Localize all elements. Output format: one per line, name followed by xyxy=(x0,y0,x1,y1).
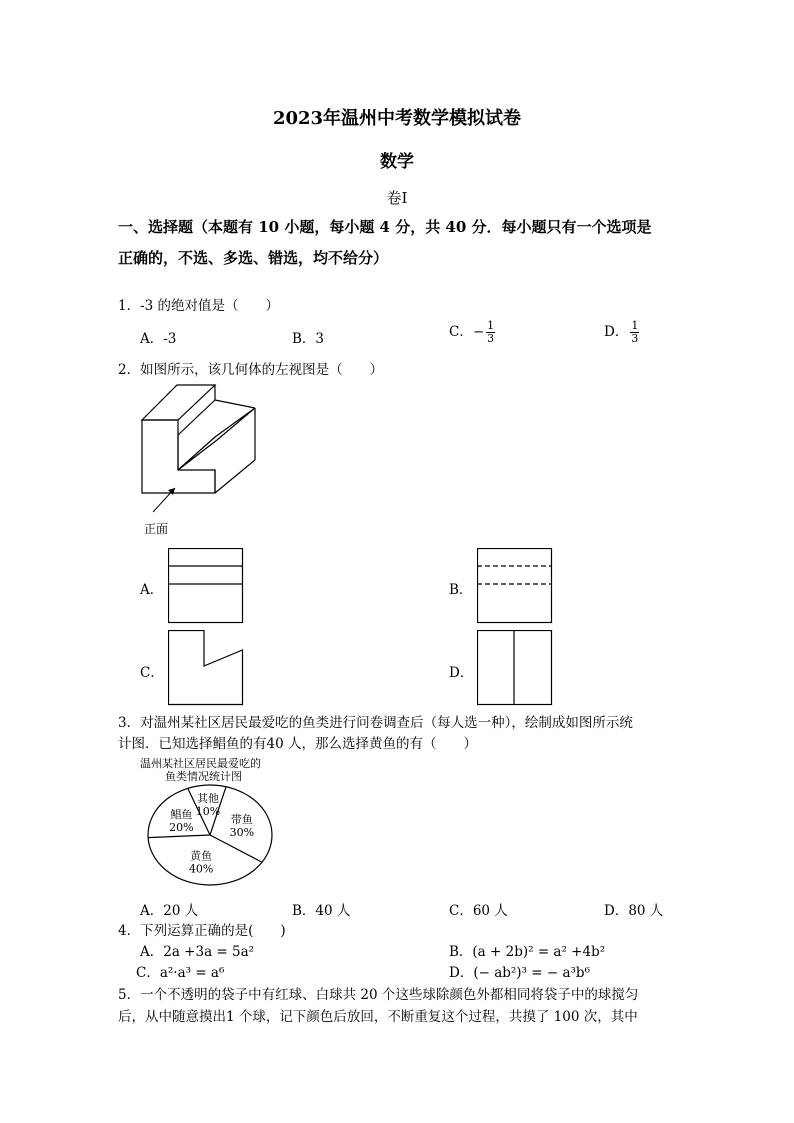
chart-title-line1: 温州某社区居民最爱吃的 xyxy=(140,757,261,770)
question-1-option-d xyxy=(604,320,639,345)
pie-label-name: 其他 xyxy=(196,792,219,806)
fraction-d-denominator: 3 xyxy=(631,332,639,345)
question-1-option-c xyxy=(449,320,495,345)
question-2-option-c: C． xyxy=(140,665,164,681)
pie-chart xyxy=(140,780,280,890)
question-4-stem: 4．下列运算正确的是( ) xyxy=(118,923,286,939)
pie-label-value: 30% xyxy=(229,826,255,840)
option-d-figure xyxy=(477,630,553,706)
fraction-c-numerator: 1 xyxy=(487,319,495,332)
pie-slice-鲳鱼 xyxy=(148,835,210,838)
question-3-option-c: C．60 人 xyxy=(449,903,508,919)
question-2-option-d: D． xyxy=(449,665,474,681)
top-face xyxy=(142,385,215,420)
question-1-stem: 1．-3 的绝对值是（ ） xyxy=(118,298,280,314)
pie-label-value: 40% xyxy=(188,862,214,876)
fraction-d xyxy=(630,320,639,345)
question-2-option-b: B． xyxy=(449,582,473,598)
question-5-line2: 后，从中随意摸出1 个球，记下颜色后放回，不断重复这个过程，共摸了 100 次，其中 xyxy=(118,1009,638,1025)
question-5-line1: 5．一个不透明的袋子中有红球、白球共 20 个这些球除颜色外都相同将袋子中的球搅匀 xyxy=(118,987,639,1003)
question-2-stem: 2．如图所示，该几何体的左视图是（ ） xyxy=(118,362,384,378)
question-4-option-d: D．(− ab²)³ = − a³b⁶ xyxy=(449,965,590,981)
pie-labels xyxy=(169,791,254,876)
question-1-option-a: A．-3 xyxy=(140,331,177,347)
question-3-option-a: A．20 人 xyxy=(140,903,199,919)
front-label: 正面 xyxy=(144,522,169,536)
volume-label: 卷Ⅰ xyxy=(386,189,408,207)
option-a-figure xyxy=(168,548,244,624)
question-1-option-b: B．3 xyxy=(292,331,325,347)
pie-label-name: 鲳鱼 xyxy=(170,808,193,822)
option-b-figure xyxy=(477,548,553,624)
pie-label-name: 黄鱼 xyxy=(190,849,213,863)
question-3-option-d: D．80 人 xyxy=(604,903,664,919)
chart-title-line2: 鱼类情况统计图 xyxy=(165,770,242,783)
question-3-option-b: B．40 人 xyxy=(292,903,351,919)
pie-label-value: 20% xyxy=(169,821,194,835)
fraction-d-numerator: 1 xyxy=(631,319,639,332)
option-c-prefix: C．− xyxy=(449,324,485,340)
pie-label-value: 10% xyxy=(195,805,221,819)
question-3-stem-line2: 计图．已知选择鲳鱼的有40 人，那么选择黄鱼的有（ ） xyxy=(118,736,477,752)
question-4-option-a: A．2a +3a = 5a² xyxy=(140,944,255,960)
notch-face xyxy=(178,408,255,470)
fraction-c-denominator: 3 xyxy=(487,332,495,345)
fraction-c xyxy=(486,320,495,345)
subject-title: 数学 xyxy=(380,152,414,172)
option-c-figure xyxy=(168,630,244,706)
exam-title: 2023年温州中考数学模拟试卷 xyxy=(272,108,522,129)
question-4-option-b: B．(a + 2b)² = a² +4b² xyxy=(449,944,606,960)
question-3-stem-line1: 3．对温州某社区居民最爱吃的鱼类进行问卷调查后（每人选一种），绘制成如图所示统 xyxy=(118,715,633,731)
solid-3d-figure xyxy=(120,380,260,540)
option-d-prefix: D． xyxy=(604,324,629,340)
question-2-option-a: A． xyxy=(140,582,164,598)
section-heading-line2: 正确的，不选、多选、错选，均不给分） xyxy=(118,249,389,267)
question-4-option-c: C．a²·a³ = a⁶ xyxy=(136,965,225,981)
section-heading-line1: 一、选择题（本题有 10 小题，每小题 4 分，共 40 分．每小题只有一个选项是 xyxy=(118,218,652,236)
pie-label-name: 带鱼 xyxy=(230,813,253,827)
